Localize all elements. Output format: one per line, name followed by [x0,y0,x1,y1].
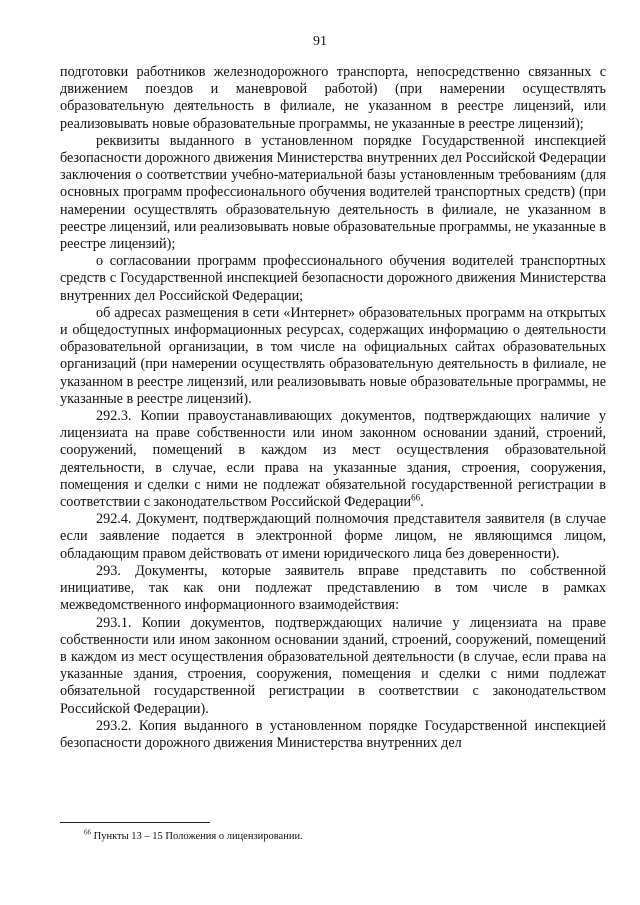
footnote-text: Пункты 13 – 15 Положения о лицензировании. [91,831,303,842]
paragraph-gibdd-conclusion: реквизиты выданного в установленном порядке Государственной инспекцией безопасности дорожного движения Министерства внутренних дел Российской Федерации заключения о соответствии учебно-материальной базы установленным требованиям (для основных программ профессионального обучения водителей транспортных средств) (при намерении осуществлять образовательную деятельность в филиале, не указанном в реестре лицензий, или реализовывать новые образовательные программы, не указанные в реестре лицензий); [60,132,606,253]
paragraph-internet-addresses: об адресах размещения в сети «Интернет» образовательных программ на открытых и общедоступных информационных ресурсах, содержащих информацию о деятельности образовательной организации, в том числе на официальных сайтах образовательных организаций (при намерении осуществлять образовательную деятельность в филиале, не указанном в реестре лицензий, или реализовывать новые образовательные программы, не указанные в реестре лицензий). [60,304,606,407]
paragraph-292-3-end: . [420,494,424,511]
paragraph-292-3 [60,408,606,511]
page-number: 91 [313,34,327,49]
paragraph-program-approval: о согласовании программ профессионального обучения водителей транспортных средств с Государственной инспекцией безопасности дорожного движения Министерства внутренних дел Российской Федерации; [60,253,606,304]
paragraph-292-4: 292.4. Документ, подтверждающий полномочия представителя заявителя (в случае если заявление подается в электронной форме лицом, не являющимся лицом, обладающим правом действовать от имени юридического лица без доверенности). [60,511,606,562]
footnote-divider [60,822,210,823]
footnote-number: 66 [84,828,91,837]
paragraph-293-1: 293.1. Копии документов, подтверждающих наличие у лицензиата на праве собственности или ином законном основании зданий, строений, сооружений, помещений в каждом из мест осуществления образовательной деятельности (в случае, если права на указанные здания, строения, сооружения, помещения и сделки с ними подлежат обязательной государственной регистрации в соответствии с законодательством Российской Федерации). [60,614,606,717]
paragraph-continuation: подготовки работников железнодорожного транспорта, непосредственно связанных с движением поездов и маневровой работой) (при намерении осуществлять образовательную деятельность в филиале, не указанном в реестре лицензий, или реализовывать новые образовательные программы, не указанные в реестре лицензий); [60,64,606,132]
footnote-reference: 66 [411,492,421,503]
paragraph-293: 293. Документы, которые заявитель вправе представить по собственной инициативе, так как они подлежат представлению в том числе в рамках межведомственного информационного взаимодействия: [60,562,606,614]
paragraph-292-3-text: 292.3. Копии правоустанавливающих документов, подтверждающих наличие у лицензиата на праве собственности или ином законном основании зданий, строений, сооружений, помещений в каждом из мест осуществления образовательной деятельности, в случае, если права на указанные здания, строения, сооружения, помещения и сделки с ними не подлежат обязательной государственной регистрации в соответствии с законодательством Российской Федерации [60,408,606,511]
body-text [60,64,606,752]
paragraph-293-2: 293.2. Копия выданного в установленном порядке Государственной инспекцией безопасности дорожного движения Министерства внутренних дел [60,717,606,751]
footnote [84,830,604,843]
